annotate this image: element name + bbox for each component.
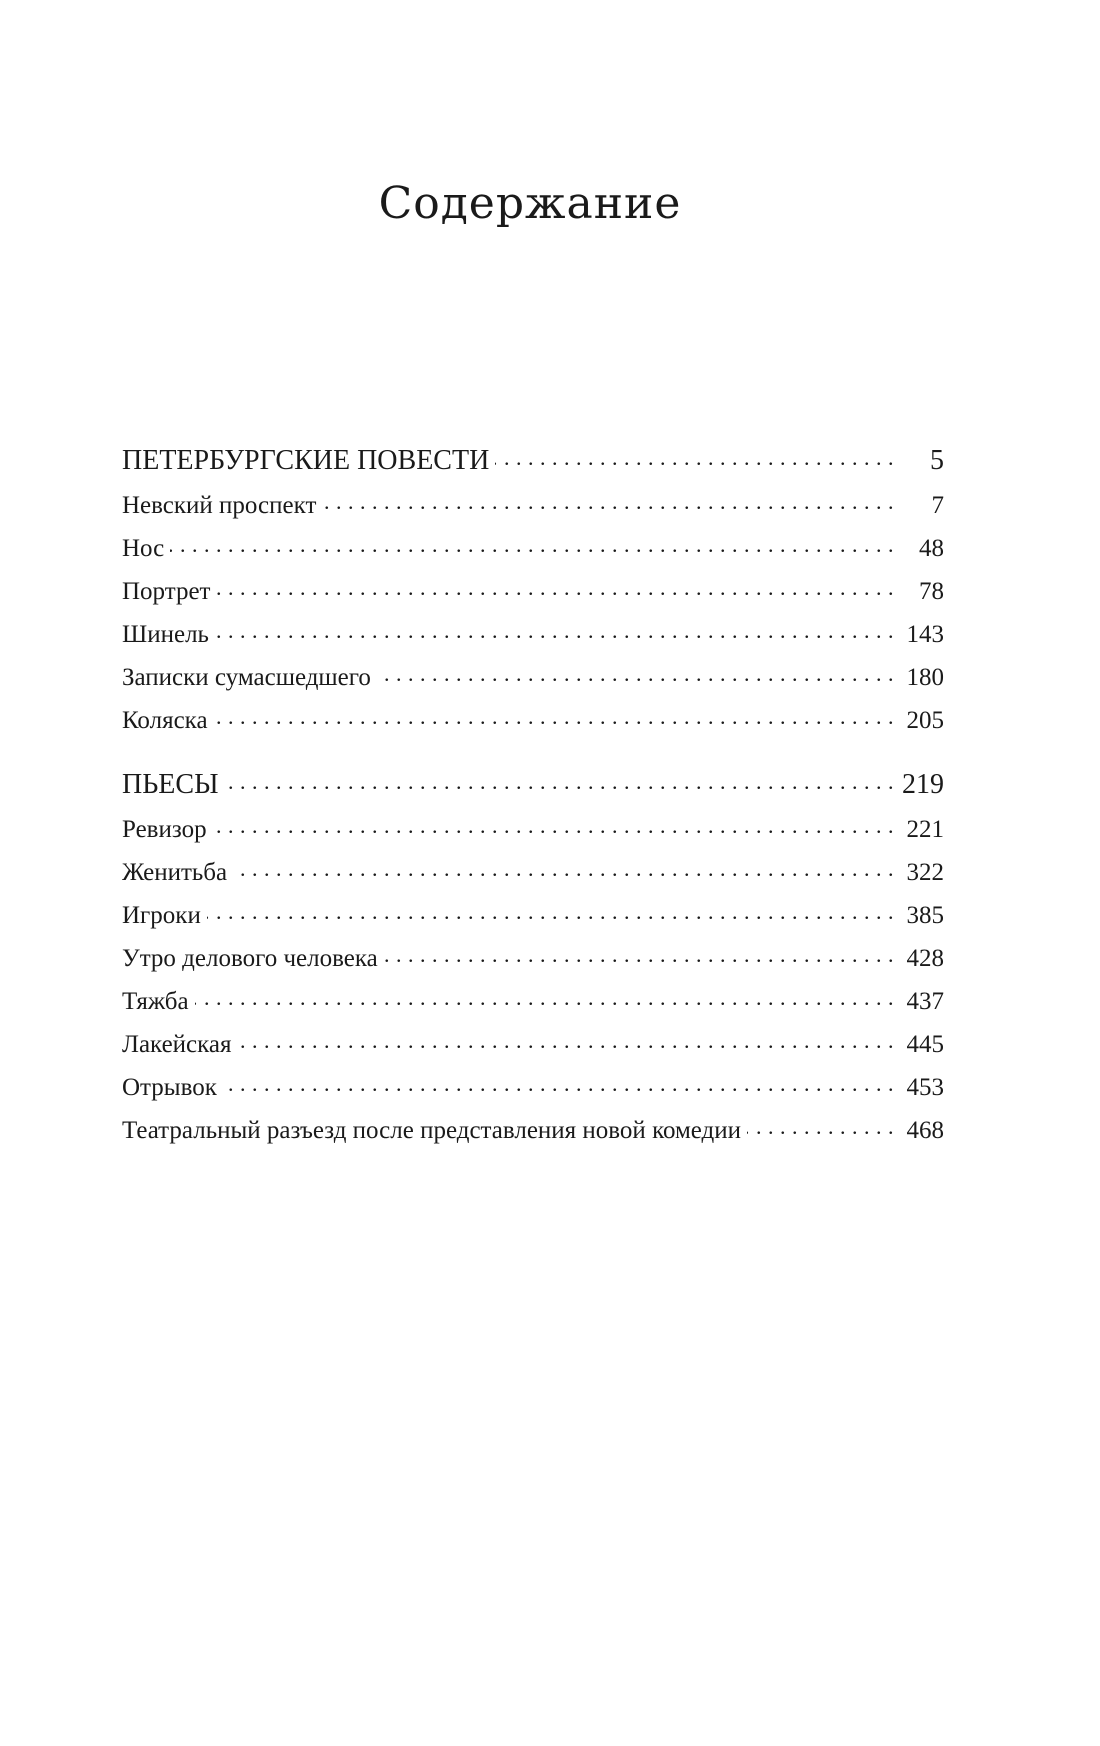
- toc-entry[interactable]: [122, 699, 944, 742]
- toc-entry-label: Утро делового человека: [122, 945, 378, 972]
- toc-leader-dots: [214, 703, 894, 728]
- toc-entry-label: Записки сумасшедшего: [122, 664, 371, 691]
- toc-page-number: 221: [906, 816, 944, 843]
- toc-heading-label: ПЬЕСЫ: [122, 769, 219, 800]
- toc-leader-dots: [195, 984, 894, 1009]
- toc-entry[interactable]: [122, 894, 944, 937]
- toc-leader-dots: [233, 855, 894, 880]
- toc-leader-dots: [384, 941, 894, 966]
- toc-leader-dots: [238, 1027, 894, 1052]
- toc-leader-dots: [216, 574, 894, 599]
- toc-entry-label: Портрет: [122, 578, 211, 605]
- toc-page-number: 143: [906, 621, 944, 648]
- toc-leader-dots: [213, 812, 894, 837]
- toc-heading-label: ПЕТЕРБУРГСКИЕ ПОВЕСТИ: [122, 445, 490, 476]
- page-title: Содержание: [378, 178, 682, 229]
- toc-leader-dots: [747, 1113, 894, 1138]
- toc-leader-dots: [207, 898, 894, 923]
- toc-page-number: 48: [919, 535, 944, 562]
- toc-page-number: 322: [906, 859, 944, 886]
- toc-page-number: 437: [906, 988, 944, 1015]
- toc-entry[interactable]: [122, 613, 944, 656]
- toc-leader-dots: [495, 441, 894, 469]
- toc-section-heading[interactable]: [122, 438, 944, 484]
- table-of-contents: [122, 438, 944, 1152]
- toc-page-number: 453: [906, 1074, 944, 1101]
- toc-section-petersburg-tales: [122, 438, 944, 742]
- toc-page-number: 7: [931, 492, 944, 519]
- toc-entry[interactable]: [122, 656, 944, 699]
- toc-entry[interactable]: [122, 484, 944, 527]
- toc-section-heading[interactable]: [122, 762, 944, 808]
- toc-entry-label: Лакейская: [122, 1031, 232, 1058]
- toc-page-number: 385: [906, 902, 944, 929]
- toc-page-number: 445: [906, 1031, 944, 1058]
- toc-entry-label: Женитьба: [122, 859, 228, 886]
- toc-entry[interactable]: [122, 808, 944, 851]
- toc-page-number: 78: [919, 578, 944, 605]
- toc-entry[interactable]: [122, 570, 944, 613]
- toc-entry-label: Тяжба: [122, 988, 189, 1015]
- toc-entry-label: Нос: [122, 535, 165, 562]
- toc-page-number: 180: [906, 664, 944, 691]
- toc-entry-label: Ревизор: [122, 816, 207, 843]
- toc-leader-dots: [225, 765, 895, 793]
- toc-entry[interactable]: [122, 1023, 944, 1066]
- toc-page-number: 428: [906, 945, 944, 972]
- toc-page-number: 5: [930, 445, 944, 476]
- toc-entry-label: Театральный разъезд после представления новой комедии: [122, 1117, 742, 1144]
- toc-entry[interactable]: [122, 851, 944, 894]
- toc-entry-label: Игроки: [122, 902, 201, 929]
- toc-entry[interactable]: [122, 1109, 944, 1152]
- toc-leader-dots: [170, 531, 894, 556]
- toc-entry[interactable]: [122, 1066, 944, 1109]
- toc-entry[interactable]: [122, 527, 944, 570]
- toc-leader-dots: [322, 488, 894, 513]
- toc-entry-label: Отрывок: [122, 1074, 217, 1101]
- toc-leader-dots: [223, 1070, 894, 1095]
- toc-section-plays: [122, 762, 944, 1152]
- toc-entry-label: Шинель: [122, 621, 209, 648]
- toc-leader-dots: [377, 660, 894, 685]
- toc-entry-label: Коляска: [122, 707, 208, 734]
- toc-page-number: 468: [906, 1117, 944, 1144]
- toc-page-number: 219: [902, 769, 944, 800]
- toc-entry[interactable]: [122, 937, 944, 980]
- toc-entry[interactable]: [122, 980, 944, 1023]
- toc-entry-label: Невский проспект: [122, 492, 317, 519]
- toc-leader-dots: [215, 617, 894, 642]
- toc-page-number: 205: [906, 707, 944, 734]
